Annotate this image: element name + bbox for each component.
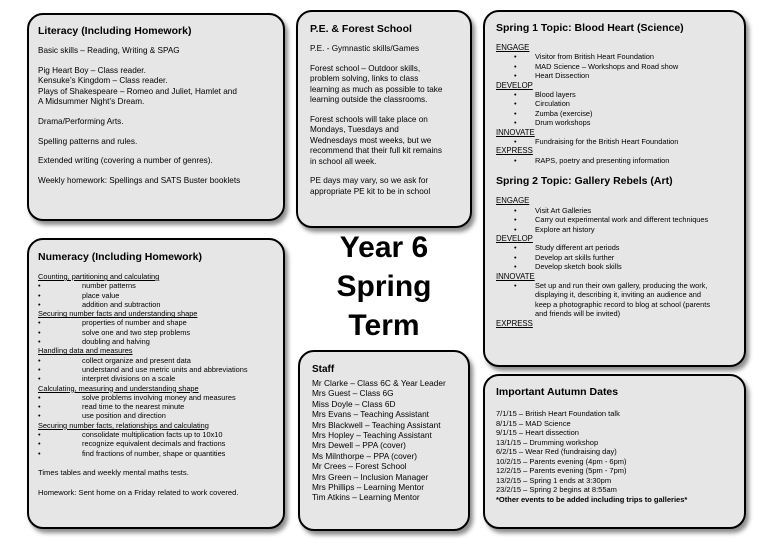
staff-member: Mrs Guest – Class 6G [312,388,394,399]
list-item: • number patterns [38,281,274,290]
list-item-continued: and friends will be invited) [535,309,621,319]
list-item-continued: keep a photographic record to blog at school (parents [535,299,711,309]
list-item: • Develop sketch book skills [496,262,733,271]
section-label-develop: DEVELOP [496,233,533,243]
section-label-innovate: INNOVATE [496,127,535,137]
list-item: • Blood layers [496,90,733,99]
list-item: • Heart Dissection [496,71,733,80]
list-item: • recognize equivalent decimals and fractions [38,439,274,448]
literacy-line: Extended writing (covering a number of genres). [38,156,213,166]
staff-member: Mr Crees – Forest School [312,461,407,472]
date-item: 7/1/15 – British Heart Foundation talk [496,409,620,418]
pe-line: Forest school – Outdoor skills, [310,63,421,73]
list-item: • consolidate multiplication facts up to 10x10 [38,430,274,439]
literacy-line: A Midsummer Night’s Dream. [38,97,145,107]
list-item: • Visitor from British Heart Foundation [496,52,733,61]
literacy-line: Spelling patterns and rules. [38,136,138,146]
list-item: • Carry out experimental work and different techniques [496,215,733,224]
literacy-line: Pig Heart Boy – Class reader. [38,65,146,75]
date-item: 23/2/15 – Spring 2 begins at 8:55am [496,485,617,494]
list-item-continued: displaying it, describing it, inviting an audience and [535,290,701,300]
list-item: • MAD Science – Workshops and Road show [496,62,733,71]
list-item: • solve problems involving money and measures [38,393,274,402]
date-item: 9/1/15 – Heart dissection [496,428,579,437]
title-line: Term [348,309,420,342]
list-item: • use position and direction [38,411,274,420]
section-label-express: EXPRESS [496,146,533,156]
list-item: • understand and use metric units and abbreviations [38,365,274,374]
list-item: • Drum workshops [496,118,733,127]
pe-line: Forest schools will take place on [310,114,428,124]
list-item: • Set up and run their own gallery, producing the work, [496,281,733,290]
list-item: • find fractions of number, shape or quantities [38,449,274,458]
section-label: Handling data and measures [38,346,133,356]
list-item: • doubling and halving [38,337,274,346]
literacy-line: Drama/Performing Arts. [38,116,124,126]
numeracy-tests: Times tables and weekly mental maths tests. [38,467,189,477]
date-item: 6/2/15 – Wear Red (fundraising day) [496,447,617,456]
section-label: Counting, partitioning and calculating [38,272,160,281]
staff-member: Miss Doyle – Class 6D [312,398,396,409]
dates-heading: Important Autumn Dates [496,386,619,398]
important-dates-panel [483,374,746,529]
numeracy-homework: Homework: Sent home on a Friday related to work covered. [38,487,239,497]
list-item: • place value [38,291,274,300]
date-item: 13/2/15 – Spring 1 ends at 3:30pm [496,475,612,485]
section-label: Securing number facts, relationships and calculating [38,420,209,430]
literacy-line: Plays of Shakespeare – Romeo and Juliet, Hamlet and [38,86,237,96]
list-item: • Visit Art Galleries [496,206,733,215]
literacy-line: Basic skills – Reading, Writing & SPAG [38,46,180,55]
pe-line: Mondays, Tuesdays and [310,125,399,134]
section-label-innovate: INNOVATE [496,271,535,281]
staff-member: Ms Milnthorpe – PPA (cover) [312,450,417,461]
spring-topics-panel [483,10,746,367]
staff-heading: Staff [312,364,335,375]
list-item: • Circulation [496,99,733,108]
pe-forest-school-panel [296,10,472,228]
list-item: • addition and subtraction [38,300,274,309]
section-label: Securing number facts and understanding shape [38,309,198,319]
staff-member: Mrs Hopley – Teaching Assistant [312,430,432,441]
pe-line: P.E. - Gymnastic skills/Games [310,44,420,53]
section-label-engage: ENGAGE [496,196,530,206]
numeracy-panel [27,238,285,529]
list-item: • read time to the nearest minute [38,402,274,411]
staff-member: Mrs Green – Inclusion Manager [312,471,429,482]
dates-note: *Other events to be added including trips to galleries* [496,494,688,504]
list-item: • Zumba (exercise) [496,109,733,118]
section-label-develop: DEVELOP [496,80,533,90]
staff-panel [298,350,470,531]
date-item: 13/1/15 – Drumming workshop [496,437,599,447]
section-label: Calculating, measuring and understanding shape [38,383,199,393]
list-item: • RAPS, poetry and presenting information [496,156,733,165]
staff-member: Mrs Dewell – PPA (cover) [312,440,406,451]
list-item: • Explore art history [496,225,733,234]
literacy-heading: Literacy (Including Homework) [38,25,192,37]
staff-member: Mrs Phillips – Learning Mentor [312,482,425,493]
section-label-express: EXPRESS [496,318,533,328]
list-item: • Study different art periods [496,243,733,252]
title-line: Year 6 [339,231,429,264]
list-item: • collect organize and present data [38,356,274,365]
list-item: • Develop art skills further [496,253,733,262]
date-item: 10/2/15 – Parents evening (4pm - 6pm) [496,456,627,466]
pe-line: problem solving, links to class [310,74,419,83]
date-item: 12/2/15 – Parents evening (5pm - 7pm) [496,466,627,475]
staff-member: Mrs Blackwell – Teaching Assistant [312,419,441,430]
pe-line: in school all week. [310,156,377,166]
numeracy-heading: Numeracy (Including Homework) [38,251,202,263]
page-title [296,228,472,345]
section-label-engage: ENGAGE [496,43,530,52]
list-item: • interpret divisions on a scale [38,374,274,383]
spring2-heading: Spring 2 Topic: Gallery Rebels (Art) [496,175,673,188]
list-item: • Fundraising for the British Heart Foundation [496,137,733,146]
literacy-line: Kensuke’s Kingdom – Class reader. [38,76,168,86]
pe-line: PE days may vary, so we ask for [310,176,429,185]
literacy-panel [27,13,285,221]
pe-heading: P.E. & Forest School [310,23,412,35]
pe-line: learning as much as possible to take [310,84,443,94]
pe-line: Wednesdays most weeks, but we [310,135,432,145]
pe-line: learning outside the classrooms. [310,95,428,104]
list-item: • solve one and two step problems [38,328,274,337]
staff-member: Tim Atkins – Learning Mentor [312,492,420,503]
title-line: Spring [336,270,432,303]
literacy-line: Weekly homework: Spellings and SATS Buster booklets [38,175,241,185]
staff-member: Mrs Evans – Teaching Assistant [312,409,429,420]
staff-member: Mr Clarke – Class 6C & Year Leader [312,378,446,388]
pe-line: appropriate PE kit to be in school [310,186,431,196]
date-item: 8/1/15 – MAD Science [496,418,571,428]
pe-line: recommend that their full kit remains [310,146,442,155]
list-item: • properties of number and shape [38,318,274,327]
spring1-heading: Spring 1 Topic: Blood Heart (Science) [496,22,684,34]
